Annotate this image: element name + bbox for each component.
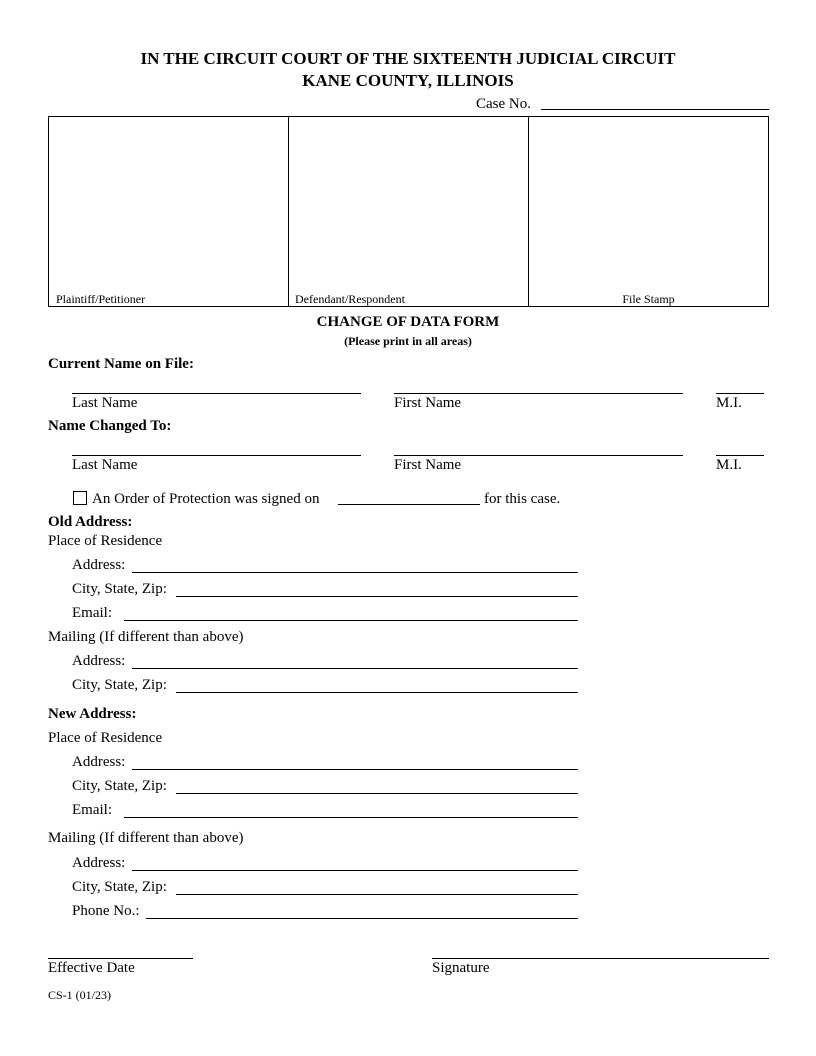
- new-city-label: City, State, Zip:: [72, 778, 167, 794]
- current-last-name-label: Last Name: [72, 395, 138, 411]
- case-no-field[interactable]: [541, 109, 769, 110]
- case-no-label: Case No.: [476, 96, 531, 112]
- court-title: IN THE CIRCUIT COURT OF THE SIXTEENTH JUDICIAL CIRCUIT: [140, 49, 676, 68]
- old-email-label: Email:: [72, 605, 112, 621]
- plaintiff-box[interactable]: [48, 116, 289, 307]
- new-residence-heading: Place of Residence: [48, 730, 163, 746]
- effective-date-label: Effective Date: [48, 960, 135, 976]
- form-title: CHANGE OF DATA FORM: [316, 314, 500, 330]
- plaintiff-caption: Plaintiff/Petitioner: [56, 292, 146, 306]
- order-of-protection-checkbox[interactable]: [73, 491, 87, 505]
- new-phone-field[interactable]: [146, 918, 578, 919]
- old-address-heading: Old Address:: [48, 514, 133, 530]
- old-city-row: [72, 579, 578, 599]
- old-mailing-address-label: Address:: [72, 653, 126, 669]
- old-address-row: [72, 555, 578, 575]
- new-address-field[interactable]: [132, 769, 578, 770]
- new-email-label: Email:: [72, 802, 112, 818]
- new-mailing-city-row: [72, 877, 578, 897]
- old-city-field[interactable]: [176, 596, 578, 597]
- current-mi-label: M.I.: [716, 395, 742, 411]
- defendant-caption: Defendant/Respondent: [295, 292, 405, 306]
- file-stamp-box: [528, 116, 769, 307]
- new-email-row: [72, 800, 578, 820]
- new-phone-row: [72, 901, 578, 921]
- new-mailing-heading: Mailing (If different than above): [48, 830, 244, 846]
- old-city-label: City, State, Zip:: [72, 581, 167, 597]
- old-email-row: [72, 603, 578, 623]
- old-email-field[interactable]: [124, 620, 578, 621]
- new-city-row: [72, 776, 578, 796]
- old-mailing-city-field[interactable]: [176, 692, 578, 693]
- changed-name-heading: Name Changed To:: [48, 418, 172, 434]
- old-address-label: Address:: [72, 557, 126, 573]
- new-mailing-city-label: City, State, Zip:: [72, 879, 167, 895]
- new-city-field[interactable]: [176, 793, 578, 794]
- form-subtitle: (Please print in all areas): [344, 334, 472, 348]
- old-address-field[interactable]: [132, 572, 578, 573]
- old-mailing-address-field[interactable]: [132, 668, 578, 669]
- new-address-row: [72, 752, 578, 772]
- current-first-name-label: First Name: [394, 395, 462, 411]
- new-address-label: Address:: [72, 754, 126, 770]
- new-mailing-address-label: Address:: [72, 855, 126, 871]
- defendant-box[interactable]: [288, 116, 529, 307]
- old-mailing-address-row: [72, 651, 578, 671]
- file-stamp-caption: File Stamp: [622, 292, 675, 306]
- new-mailing-address-row: [72, 853, 578, 873]
- order-date-field[interactable]: [338, 504, 480, 505]
- county-title: KANE COUNTY, ILLINOIS: [302, 71, 514, 90]
- new-mailing-city-field[interactable]: [176, 894, 578, 895]
- form-code: CS-1 (01/23): [48, 988, 111, 1002]
- new-address-heading: New Address:: [48, 706, 137, 722]
- old-mailing-city-label: City, State, Zip:: [72, 677, 167, 693]
- changed-mi-label: M.I.: [716, 457, 742, 473]
- old-mailing-city-row: [72, 675, 578, 695]
- order-prefix-label: An Order of Protection was signed on: [92, 491, 320, 507]
- current-name-heading: Current Name on File:: [48, 356, 194, 372]
- order-suffix-label: for this case.: [484, 491, 561, 507]
- new-phone-label: Phone No.:: [72, 903, 140, 919]
- signature-label: Signature: [432, 960, 490, 976]
- new-email-field[interactable]: [124, 817, 578, 818]
- changed-first-name-label: First Name: [394, 457, 462, 473]
- new-mailing-address-field[interactable]: [132, 870, 578, 871]
- old-mailing-heading: Mailing (If different than above): [48, 629, 244, 645]
- changed-last-name-label: Last Name: [72, 457, 138, 473]
- old-residence-heading: Place of Residence: [48, 533, 163, 549]
